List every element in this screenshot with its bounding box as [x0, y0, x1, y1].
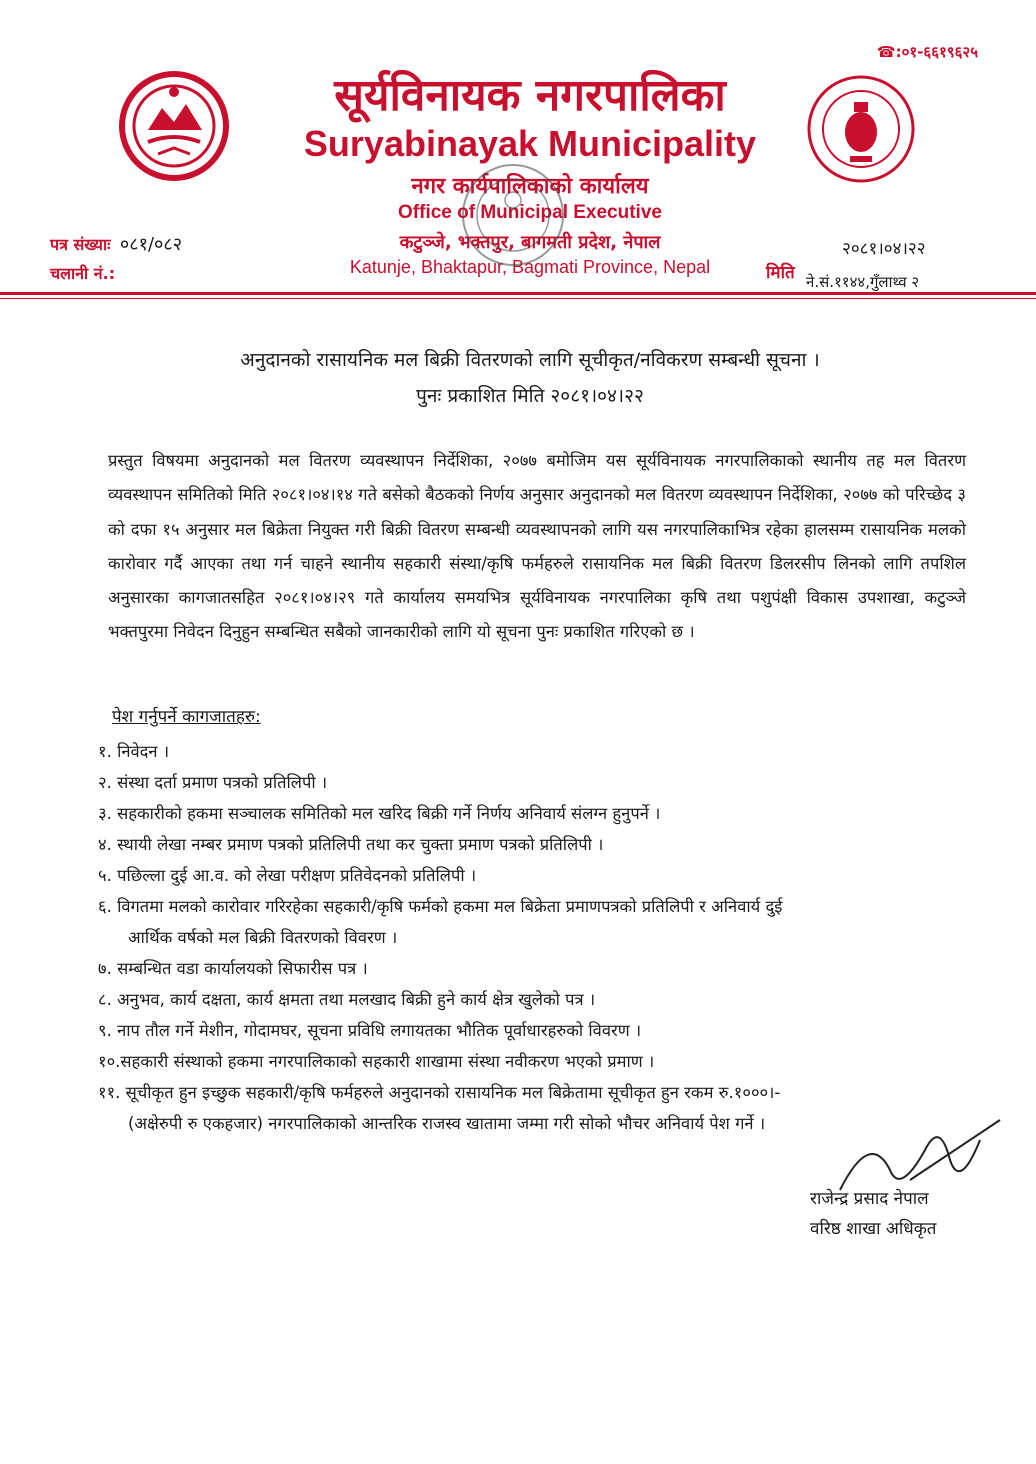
municipality-emblem-icon — [118, 70, 230, 182]
header-divider — [0, 292, 1036, 295]
letter-number — [50, 232, 182, 256]
date-value: २०८१।०४।२२ — [842, 239, 926, 259]
republish-date: पुनः प्रकाशित मिति २०८१।०४।२२ — [416, 385, 644, 407]
municipality-seal-icon — [806, 74, 916, 184]
letter-number-value: ०८१/०८२ — [119, 234, 183, 255]
notice-body: प्रस्तुत विषयमा अनुदानको मल वितरण व्यवस्थापन निर्देशिका, २०७७ बमोजिम यस सूर्यविनायक नगरपालिकाको स्थानीय तह मल वितरण व्यवस्थापन समितिको मिति २०८१।०४।१४ गते बसेको बैठकको निर्णय अनुसार अनुदानको मल वितरण व्यवस्थापन निर्देशिका, २०७७ को परिच्छेद ३ को दफा १५ अनुसार मल बिक्रेता नियुक्त गरी बिक्री वितरण सम्बन्धी व्यवस्थापनको लागि यस नगरपालिकाभित्र रहेका हालसम्म रासायनिक मलको कारोवार गर्दै आएका तथा गर्न चाहने स्थानीय सहकारी संस्था/कृषि फर्महरुले रासायनिक मल बिक्री वितरण डिलरसीप लिनको लागि तपशिल अनुसारका कागजातसहित २०८१।०४।२९ गते कार्यालय समयभित्र सूर्यविनायक नगरपालिका कृषि तथा पशुपंक्षी विकास उपशाखा, कटुञ्जे भक्तपुरमा निवेदन दिनुहुन सम्बन्धित सबैको जानकारीको लागि यो सूचना पुनः प्रकाशित गरिएको छ । — [108, 451, 967, 642]
list-item: ९. नाप तौल गर्ने मेशीन, गोदामघर, सूचना प्रविधि लगायतका भौतिक पूर्वाधारहरुको विवरण । — [98, 1021, 642, 1040]
signatory-name: राजेन्द्र प्रसाद नेपाल — [810, 1189, 929, 1209]
list-item: (अक्षेरुपी रु एकहजार) नगरपालिकाको आन्तरिक राजस्व खातामा जम्मा गरी सोको भौचर अनिवार्य पेश गर्ने । — [128, 1114, 766, 1133]
signatory-title: वरिष्ठ शाखा अधिकृत — [810, 1219, 937, 1239]
documents-list — [98, 736, 968, 1139]
list-item: आर्थिक वर्षको मल बिक्री वितरणको विवरण । — [128, 928, 398, 947]
letter-number-label: पत्र संख्याः — [50, 235, 111, 254]
dispatch-number-label: चलानी नं.: — [50, 264, 116, 283]
date-label: मिति — [766, 263, 795, 283]
list-item: ५. पछिल्ला दुई आ.व. को लेखा परीक्षण प्रतिवेदनको प्रतिलिपी । — [98, 866, 477, 885]
office-name-np: नगर कार्यपालिकाको कार्यालय — [411, 174, 649, 199]
address-np: कटुञ्जे, भक्तपुर, बागमती प्रदेश, नेपाल — [399, 232, 661, 253]
documents-heading: पेश गर्नुपर्ने कागजातहरु: — [112, 707, 261, 727]
list-item: ७. सम्बन्धित वडा कार्यालयको सिफारीस पत्र । — [98, 959, 368, 978]
list-item: ११. सूचीकृत हुन इच्छुक सहकारी/कृषि फर्महरुले अनुदानको रासायनिक मल बिक्रेतामा सूचीकृत हुन रकम रु.१०००।- — [98, 1083, 781, 1102]
notice-subject: अनुदानको रासायनिक मल बिक्री वितरणको लागि सूचीकृत/नविकरण सम्बन्धी सूचना । — [240, 349, 820, 371]
nepal-sambat-date: ने.सं.११४४,गुँलाथ्व २ — [806, 273, 920, 291]
list-item: १. निवेदन । — [98, 742, 170, 761]
municipality-name-np: सूर्यविनायक नगरपालिका — [334, 70, 726, 121]
phone-number: ☎:०१-६६१९६२५ — [876, 43, 978, 61]
list-item: ६. विगतमा मलको कारोवार गरिरहेका सहकारी/कृषि फर्मको हकमा मल बिक्रेता प्रमाणपत्रको प्रतिलिपी र अनिवार्य दुई — [98, 897, 783, 916]
header-divider-thin — [0, 298, 1036, 299]
list-item: ३. सहकारीको हकमा सञ्चालक समितिको मल खरिद बिक्री गर्ने निर्णय अनिवार्य संलग्न हुनुपर्ने । — [98, 804, 661, 823]
office-stamp-icon — [458, 160, 568, 270]
list-item: २. संस्था दर्ता प्रमाण पत्रको प्रतिलिपी । — [98, 773, 328, 792]
list-item: १०.सहकारी संस्थाको हकमा नगरपालिकाको सहकारी शाखामा संस्था नवीकरण भएको प्रमाण । — [98, 1052, 655, 1071]
list-item: ४. स्थायी लेखा नम्बर प्रमाण पत्रको प्रतिलिपी तथा कर चुक्ता प्रमाण पत्रको प्रतिलिपी । — [98, 835, 604, 854]
municipality-name-en: Suryabinayak Municipality — [303, 123, 757, 164]
office-name-en: Office of Municipal Executive — [398, 202, 662, 223]
address-en: Katunje, Bhaktapur, Bagmati Province, Nepal — [349, 257, 711, 277]
list-item: ८. अनुभव, कार्य दक्षता, कार्य क्षमता तथा मलखाद बिक्री हुने कार्य क्षेत्र खुलेको पत्र । — [98, 990, 596, 1009]
